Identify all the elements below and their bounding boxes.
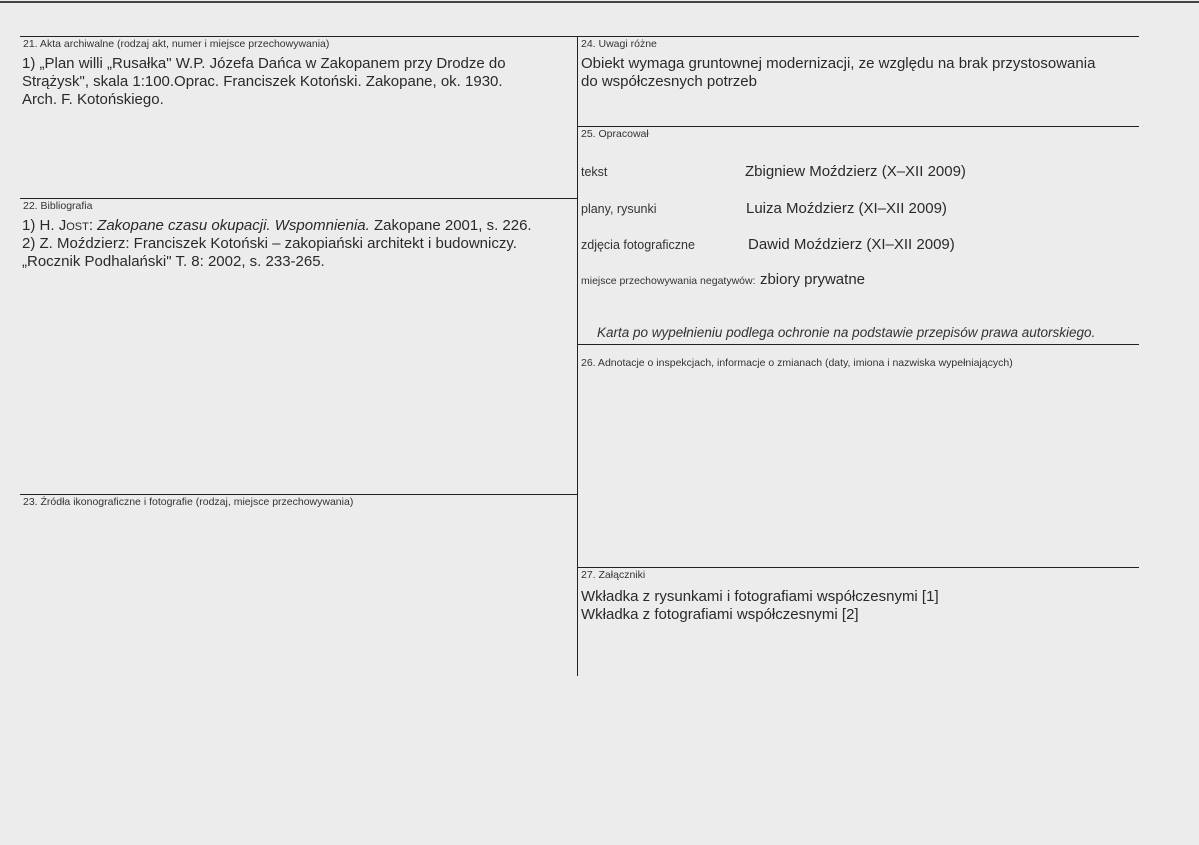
section-21-line-3: Arch. F. Kotońskiego. <box>22 91 164 108</box>
section-21-line-1: 1) „Plan willi „Rusałka" W.P. Józefa Dańca w Zakopanem przy Drodze do <box>22 55 506 72</box>
section-23-label: 23. Źródła ikonograficzne i fotografie (rodzaj, miejsce przechowywania) <box>23 496 354 508</box>
negatives-storage <box>581 271 865 289</box>
bibliography-item-2-line-2: „Rocznik Podhalański" T. 8: 2002, s. 233-265. <box>22 253 325 270</box>
attachment-item-2: Wkładka z fotografiami współczesnymi [2] <box>581 606 859 623</box>
prepared-row-value-text: Zbigniew Moździerz (X–XII 2009) <box>745 163 966 180</box>
section-27-label: 27. Załączniki <box>581 569 646 581</box>
section-23-rule <box>20 494 577 495</box>
section-26-rule <box>577 344 1139 345</box>
prepared-row-value-photos: Dawid Moździerz (XI–XII 2009) <box>748 236 955 253</box>
bibliography-item-1 <box>22 217 532 235</box>
prepared-row-value-plans: Luiza Moździerz (XI–XII 2009) <box>746 200 947 217</box>
bibliography-item-1-prefix: 1) H. <box>22 217 59 234</box>
section-25-label: 25. Opracował <box>581 128 649 140</box>
section-27-rule <box>577 567 1139 568</box>
bibliography-item-1-title: Zakopane czasu okupacji. Wspomnienia. <box>97 217 370 234</box>
column-divider <box>577 36 578 676</box>
section-24-line-1: Obiekt wymaga gruntownej modernizacji, ze względu na brak przystosowania <box>581 55 1096 72</box>
prepared-row-label-text: tekst <box>581 165 608 179</box>
section-24-rule <box>577 36 1139 37</box>
negatives-storage-value: zbiory prywatne <box>759 271 865 288</box>
section-25-rule <box>577 126 1139 127</box>
top-border <box>0 1 1199 3</box>
bibliography-item-2-line-1: 2) Z. Moździerz: Franciszek Kotoński – zakopiański architekt i budowniczy. <box>22 235 517 252</box>
bibliography-item-1-colon: : <box>88 217 98 234</box>
section-24-line-2: do współczesnych potrzeb <box>581 73 757 90</box>
section-21-rule <box>20 36 577 37</box>
bibliography-item-1-rest: Zakopane 2001, s. 226. <box>369 217 532 234</box>
prepared-row-label-plans: plany, rysunki <box>581 202 657 216</box>
section-22-rule <box>20 198 577 199</box>
section-21-label: 21. Akta archiwalne (rodzaj akt, numer i miejsce przechowywania) <box>23 38 330 50</box>
prepared-row-label-photos: zdjęcia fotograficzne <box>581 238 695 252</box>
section-26-label: 26. Adnotacje o inspekcjach, informacje o zmianach (daty, imiona i nazwiska wypełniających) <box>581 357 1013 369</box>
section-21-line-2: Strążysk", skala 1:100.Oprac. Franciszek Kotoński. Zakopane, ok. 1930. <box>22 73 503 90</box>
section-22-label: 22. Bibliografia <box>23 200 93 212</box>
section-24-label: 24. Uwagi różne <box>581 38 657 50</box>
negatives-storage-label: miejsce przechowywania negatywów: <box>581 275 756 287</box>
copyright-note: Karta po wypełnieniu podlega ochronie na podstawie przepisów prawa autorskiego. <box>597 325 1096 340</box>
bibliography-item-1-author: Jost <box>58 217 89 234</box>
attachment-item-1: Wkładka z rysunkami i fotografiami współczesnymi [1] <box>581 588 939 605</box>
